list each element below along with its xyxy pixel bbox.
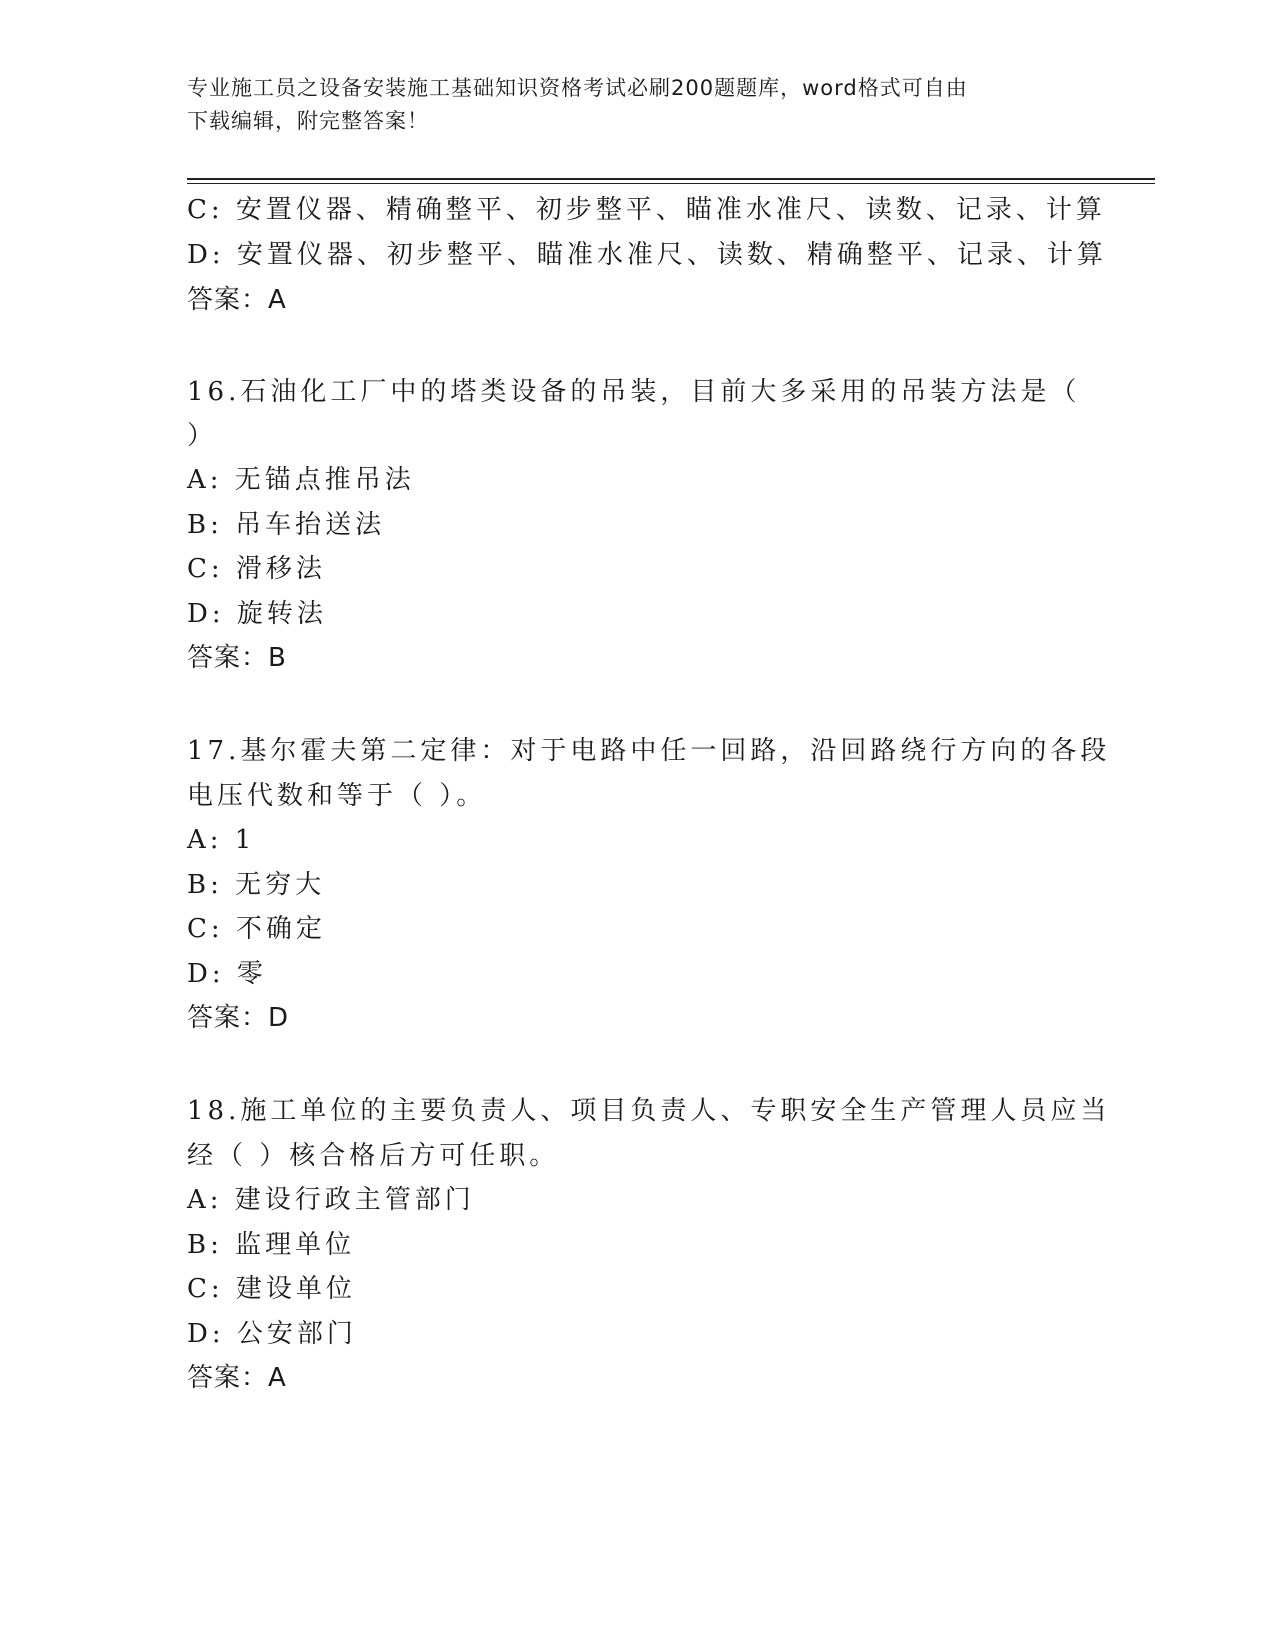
q18-option-a: A: 建设行政主管部门: [187, 1185, 475, 1215]
q17-option-d: D: 零: [187, 959, 267, 989]
q17-option-c: C: 不确定: [187, 914, 326, 944]
q18-answer: 答案：A: [187, 1363, 287, 1393]
q17-answer: 答案：D: [187, 1003, 290, 1033]
q16-stem-line-1: 16.石油化工厂中的塔类设备的吊装，目前大多采用的吊装方法是（: [187, 377, 1081, 407]
q16-option-a: A: 无锚点推吊法: [187, 465, 415, 495]
q15-option-d: D: 安置仪器、初步整平、瞄准水准尺、读数、精确整平、记录、计算: [187, 240, 1107, 270]
q18-option-c: C: 建设单位: [187, 1274, 356, 1304]
q16-answer: 答案：B: [187, 643, 287, 673]
q18-option-d: D: 公安部门: [187, 1319, 357, 1349]
q17-stem-line-1: 17.基尔霍夫第二定律：对于电路中任一回路，沿回路绕行方向的各段: [187, 736, 1111, 766]
q18-stem-line-1: 18.施工单位的主要负责人、项目负责人、专职安全生产管理人员应当: [187, 1096, 1111, 1126]
q18-option-b: B: 监理单位: [187, 1230, 356, 1260]
q18-stem-line-2: 经（ ）核合格后方可任职。: [187, 1141, 560, 1171]
header-rule-thin: [187, 183, 1155, 184]
header-line-1: 专业施工员之设备安装施工基础知识资格考试必刷200题题库，word格式可自由: [187, 76, 968, 100]
header-line-2: 下载编辑，附完整答案！: [187, 109, 429, 133]
q17-option-b: B: 无穷大: [187, 870, 326, 900]
q17-stem-line-2: 电压代数和等于（ ）。: [187, 781, 487, 811]
document-header: [187, 72, 1067, 138]
q16-option-c: C: 滑移法: [187, 554, 326, 584]
q16-option-b: B: 吊车抬送法: [187, 510, 386, 540]
q15-option-c: C: 安置仪器、精确整平、初步整平、瞄准水准尺、读数、记录、计算: [187, 195, 1106, 225]
q17-option-a: A: 1: [187, 825, 256, 855]
q16-stem-line-2: ）: [187, 421, 218, 451]
header-rule-thick: [187, 178, 1155, 180]
q15-answer: 答案：A: [187, 285, 287, 315]
q16-option-d: D: 旋转法: [187, 599, 327, 629]
